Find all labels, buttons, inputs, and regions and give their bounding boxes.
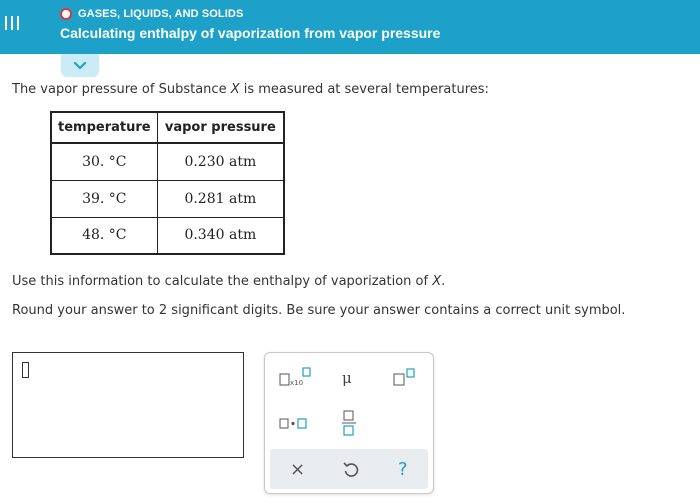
topic-status-icon [60,8,72,20]
clear-button[interactable]: × [290,459,306,480]
pressure-cell: 0.230 atm [157,143,284,180]
sci-notation-icon [279,367,313,389]
input-placeholder-icon [22,362,29,378]
table-row [51,217,284,254]
sci-notation-label: x10 [290,379,304,387]
intro-text [12,82,489,97]
fraction-button[interactable] [341,409,357,437]
multiply-dot-button[interactable] [279,415,313,431]
temperature-cell: 39. °C [51,180,157,217]
undo-icon [342,461,360,479]
temperature-cell: 30. °C [51,143,157,180]
lesson-title: Calculating enthalpy of vaporization from vapor pressure [60,25,441,41]
sci-notation-button[interactable] [279,367,313,389]
menu-icon[interactable] [4,14,22,32]
fraction-icon [341,409,357,437]
pressure-cell: 0.340 atm [157,217,284,254]
column-header: temperature [51,112,157,143]
topic-label: GASES, LIQUIDS, AND SOLIDS [78,8,244,20]
intro-var: X [230,82,240,97]
header-bar [0,0,700,54]
instruction-var: X [432,274,442,289]
pressure-cell: 0.281 atm [157,180,284,217]
intro-suffix: is measured at several temperatures: [239,82,489,97]
topic-row [60,8,243,20]
superscript-icon [393,367,419,389]
instruction-prefix: Use this information to calculate the enthalpy of vaporization of [12,274,433,289]
chevron-down-icon [61,54,99,77]
answer-input[interactable] [12,352,244,458]
intro-prefix: The vapor pressure of Substance [12,82,231,97]
data-table [50,111,285,255]
superscript-button[interactable] [393,367,419,389]
table-row [51,180,284,217]
multiply-dot-icon [279,415,313,431]
math-palette [264,352,434,494]
instruction-suffix: . [441,274,446,289]
help-button[interactable]: ? [398,459,408,480]
table-row [51,143,284,180]
column-header: vapor pressure [157,112,284,143]
temperature-cell: 48. °C [51,217,157,254]
expand-tab[interactable] [61,54,99,77]
round-instruction: Round your answer to 2 significant digits. Be sure your answer contains a correct unit symbol. [12,303,626,318]
table-header-row [51,112,284,143]
instruction-text [12,274,445,289]
undo-button[interactable] [342,461,360,479]
palette-footer [270,449,428,489]
mu-button[interactable]: μ [342,369,352,387]
